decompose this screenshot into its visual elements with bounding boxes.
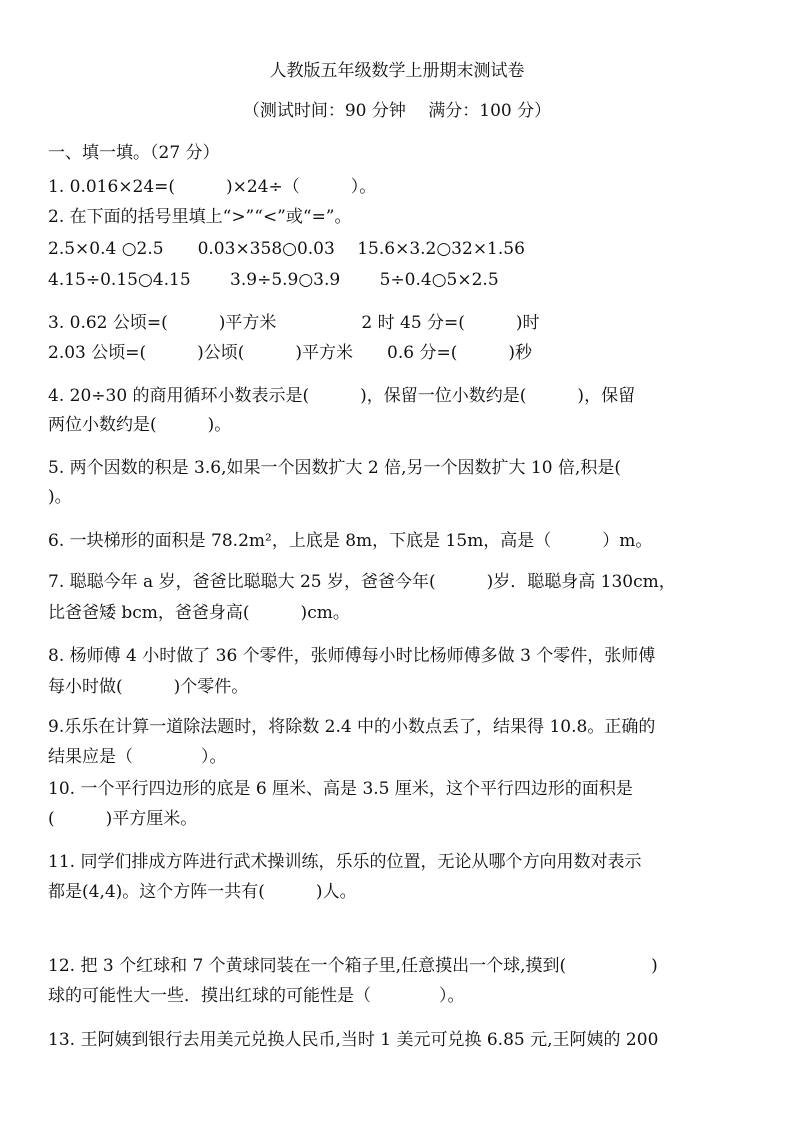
question-line: 2. 在下面的括号里填上“>”“<”或“=”。 <box>48 207 352 227</box>
question-line: 结果应是（ ）。 <box>48 747 227 767</box>
question-line: 10. 一个平行四边形的底是 6 厘米、高是 3.5 厘米，这个平行四边形的面积是 <box>48 779 633 799</box>
question-line: 8. 杨师傅 4 小时做了 36 个零件，张师傅每小时比杨师傅多做 3 个零件，张师傅 <box>48 646 656 666</box>
question-line: 1. 0.016×24=( )×24÷（ ）。 <box>48 177 377 197</box>
question-line: 2.5×0.4 ○2.5 0.03×358○0.03 15.6×3.2○32×1.56 <box>48 239 525 259</box>
question-line: 2.03 公顷=( )公顷( )平方米 0.6 分=( )秒 <box>48 343 532 363</box>
question-line: 13. 王阿姨到银行去用美元兑换人民币,当时 1 美元可兑换 6.85 元,王阿姨的 200 <box>48 1030 659 1050</box>
question-line: 9.乐乐在计算一道除法题时，将除数 2.4 中的小数点丢了，结果得 10.8。正确的 <box>48 717 656 737</box>
question-line: 3. 0.62 公顷=( )平方米 2 时 45 分=( )时 <box>48 313 540 333</box>
question-line: 5. 两个因数的积是 3.6,如果一个因数扩大 2 倍,另一个因数扩大 10 倍,积是( <box>48 458 621 478</box>
page-subtitle: （测试时间：90 分钟 满分：100 分） <box>242 101 552 121</box>
page-title: 人教版五年级数学上册期末测试卷 <box>269 61 525 81</box>
question-line: 12. 把 3 个红球和 7 个黄球同装在一个箱子里,任意摸出一个球,摸到( ) <box>48 956 658 976</box>
question-line: )。 <box>48 487 72 507</box>
question-line: 球的可能性大一些．摸出红球的可能性是（ ）。 <box>48 986 465 1006</box>
question-line: 11. 同学们排成方阵进行武术操训练，乐乐的位置，无论从哪个方向用数对表示 <box>48 852 642 872</box>
question-line: 比爸爸矮 bcm，爸爸身高( )cm。 <box>48 603 350 623</box>
question-line: ( )平方厘米。 <box>48 809 198 829</box>
section-heading: 一、填一填。（27 分） <box>48 143 220 163</box>
question-line: 两位小数约是( )。 <box>48 415 232 435</box>
question-line: 6. 一块梯形的面积是 78.2m²，上底是 8m，下底是 15m，高是（ ）m。 <box>48 531 653 551</box>
question-line: 7. 聪聪今年 a 岁，爸爸比聪聪大 25 岁，爸爸今年( )岁．聪聪身高 130cm， <box>48 572 676 592</box>
question-line: 4. 20÷30 的商用循环小数表示是( )，保留一位小数约是( )，保留 <box>48 386 636 406</box>
question-line: 都是(4,4)。这个方阵一共有( )人。 <box>48 882 357 902</box>
question-line: 4.15÷0.15○4.15 3.9÷5.9○3.9 5÷0.4○5×2.5 <box>48 270 499 290</box>
question-line: 每小时做( )个零件。 <box>48 677 249 697</box>
